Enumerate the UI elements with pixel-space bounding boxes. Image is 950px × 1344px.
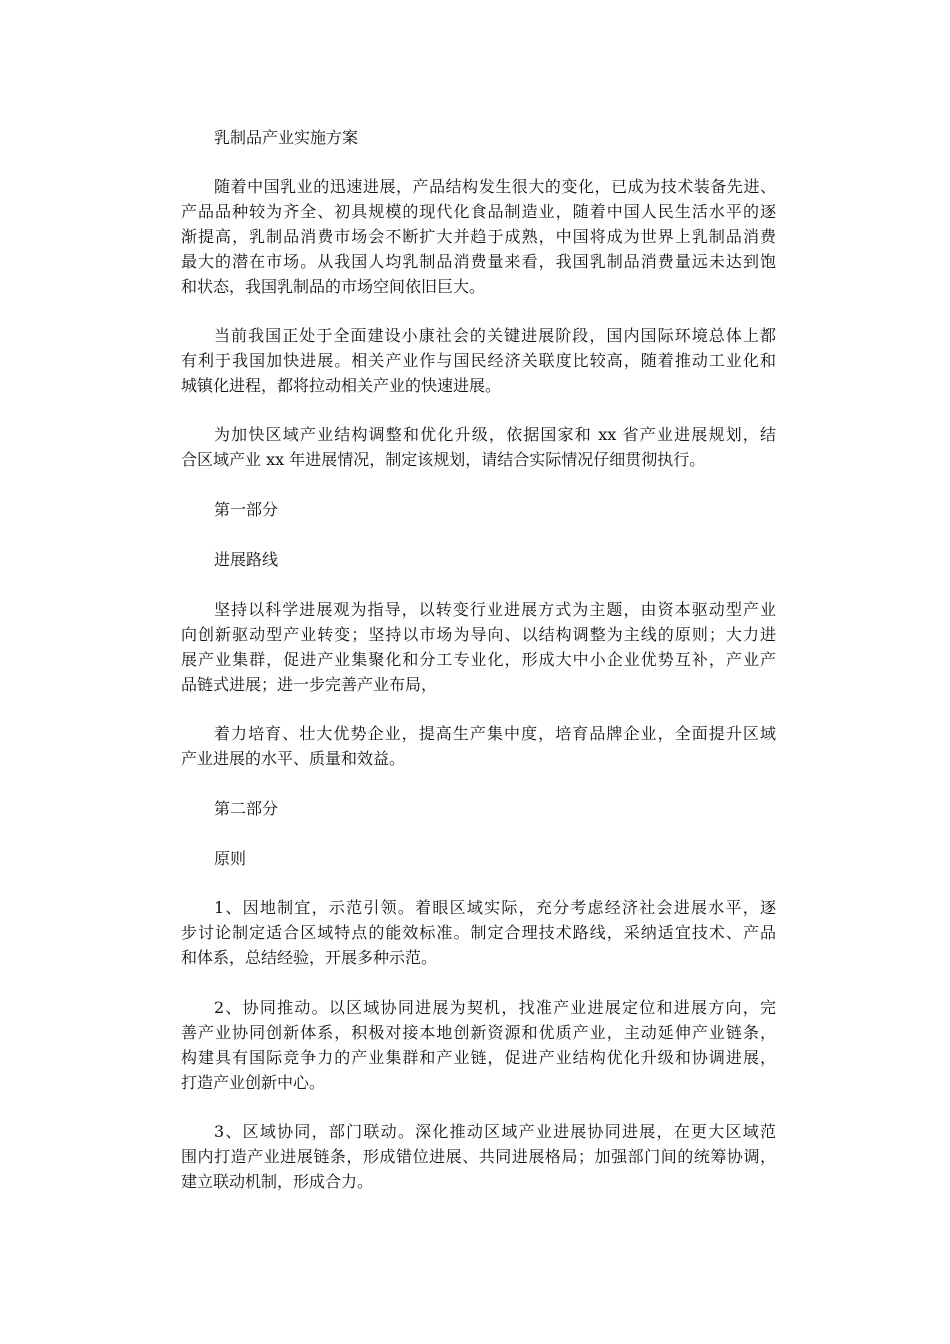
paragraph-line: 渐提高，乳制品消费市场会不断扩大并趋于成熟，中国将成为世界上乳制品消费 (181, 227, 776, 246)
paragraph-line: 着力培育、壮大优势企业，提高生产集中度，培育品牌企业，全面提升区域 (214, 724, 776, 743)
paragraph-line: 步讨论制定适合区域特点的能效标准。制定合理技术路线，采纳适宜技术、产品 (181, 923, 776, 942)
section-heading-part-two (181, 796, 776, 821)
paragraph-line: 善产业协同创新体系，积极对接本地创新资源和优质产业，主动延伸产业链条， (181, 1023, 776, 1042)
paragraph-line: 品链式进展；进一步完善产业布局， (181, 675, 438, 694)
section-heading-route (181, 547, 776, 572)
paragraph-line: 坚持以科学进展观为指导，以转变行业进展方式为主题，由资本驱动型产业 (214, 600, 776, 619)
section-heading-principles (181, 846, 776, 871)
principle-item-1 (181, 895, 776, 970)
paragraph-line: 为加快区域产业结构调整和优化升级，依据国家和 xx 省产业进展规划，结 (214, 425, 776, 444)
section-heading: 原则 (214, 849, 247, 868)
principle-item-2 (181, 995, 776, 1095)
paragraph-line: 最大的潜在市场。从我国人均乳制品消费量来看，我国乳制品消费量远未达到饱 (181, 252, 776, 271)
paragraph-line: 展产业集群，促进产业集聚化和分工专业化，形成大中小企业优势互补，产业产 (181, 650, 776, 669)
paragraph-line: 和状态，我国乳制品的市场空间依旧巨大。 (181, 277, 486, 296)
paragraph-line: 和体系，总结经验，开展多种示范。 (181, 948, 438, 967)
paragraph-line: 建立联动机制，形成合力。 (181, 1172, 374, 1191)
document-title (181, 125, 776, 150)
paragraph-line: 合区域产业 xx 年进展情况，制定该规划，请结合实际情况仔细贯彻执行。 (181, 450, 706, 469)
section-heading: 第二部分 (214, 799, 279, 818)
section-heading: 进展路线 (214, 550, 279, 569)
paragraph-line: 2、协同推动。以区域协同进展为契机，找准产业进展定位和进展方向，完 (214, 998, 776, 1017)
section-heading-part-one (181, 497, 776, 522)
paragraph-line: 向创新驱动型产业转变；坚持以市场为导向、以结构调整为主线的原则；大力进 (181, 625, 776, 644)
paragraph-line: 1、因地制宜，示范引领。着眼区域实际，充分考虑经济社会进展水平，逐 (214, 898, 776, 917)
paragraph-line: 产品品种较为齐全、初具规模的现代化食品制造业，随着中国人民生活水平的逐 (181, 202, 776, 221)
paragraph-line: 当前我国正处于全面建设小康社会的关键进展阶段，国内国际环境总体上都 (214, 326, 776, 345)
paragraph-purpose (181, 422, 776, 472)
principle-item-3 (181, 1119, 776, 1194)
paragraph-line: 打造产业创新中心。 (181, 1073, 326, 1092)
paragraph-line: 产业进展的水平、质量和效益。 (181, 749, 406, 768)
paragraph-route (181, 597, 776, 697)
title-text: 乳制品产业实施方案 (214, 128, 359, 147)
paragraph-intro (181, 174, 776, 299)
paragraph-enterprise (181, 721, 776, 771)
paragraph-line: 构建具有国际竞争力的产业集群和产业链，促进产业结构优化升级和协调进展， (181, 1048, 776, 1067)
section-heading: 第一部分 (214, 500, 279, 519)
paragraph-line: 围内打造产业进展链条，形成错位进展、共同进展格局；加强部门间的统筹协调， (181, 1147, 776, 1166)
paragraph-line: 随着中国乳业的迅速进展，产品结构发生很大的变化，已成为技术装备先进、 (214, 177, 776, 196)
paragraph-line: 有利于我国加快进展。相关产业作与国民经济关联度比较高，随着推动工业化和 (181, 351, 776, 370)
paragraph-context (181, 323, 776, 398)
paragraph-line: 3、区域协同，部门联动。深化推动区域产业进展协同进展，在更大区域范 (214, 1122, 776, 1141)
paragraph-line: 城镇化进程，都将拉动相关产业的快速进展。 (181, 376, 502, 395)
